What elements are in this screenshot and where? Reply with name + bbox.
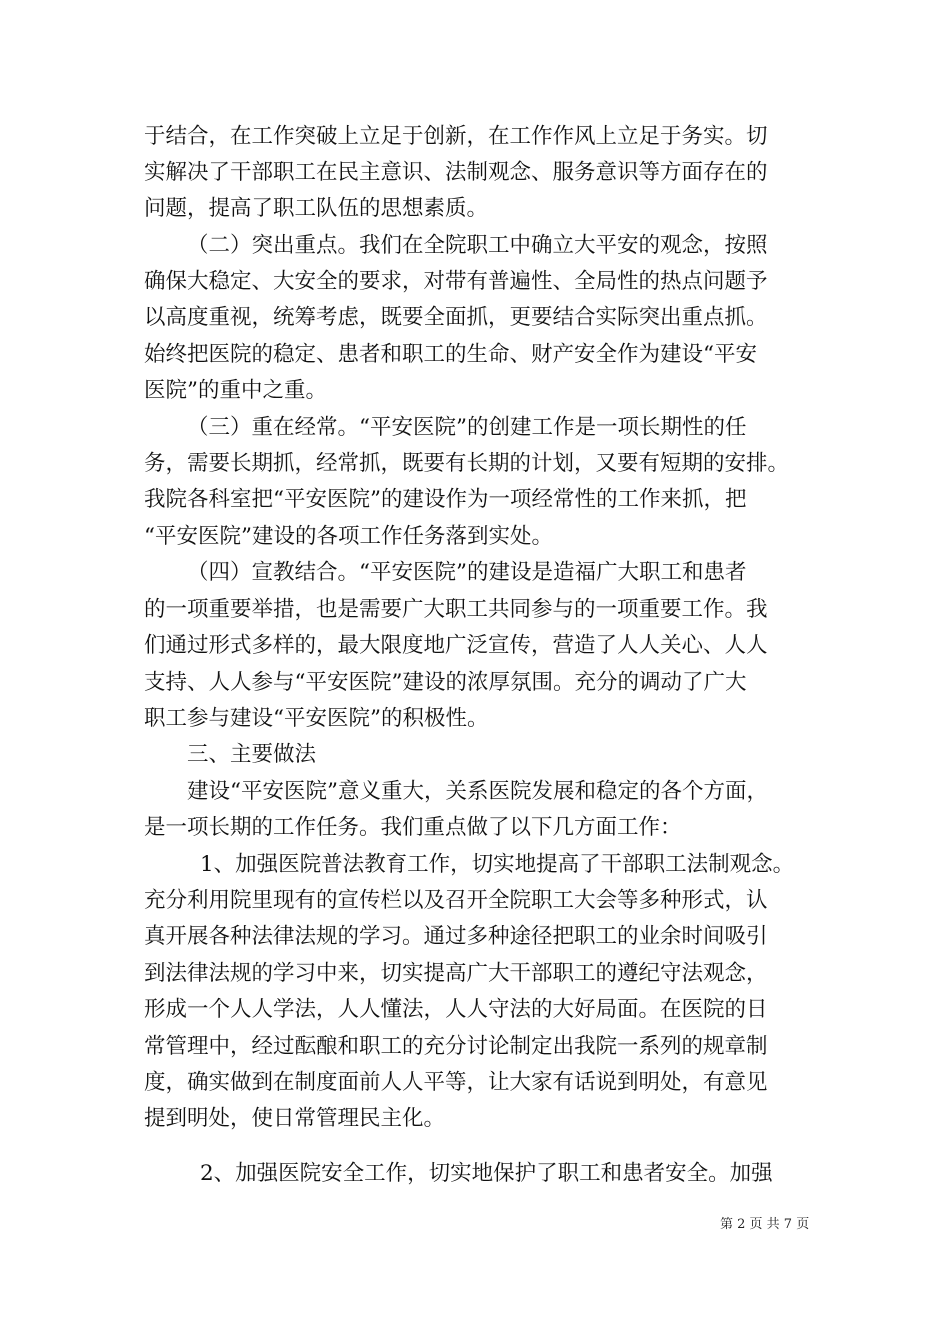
- paragraph-start-line: （三）重在经常。“平安医院”的创建工作是一项长期性的任: [187, 415, 747, 440]
- text-line: 问题，提高了职工队伍的思想素质。: [144, 196, 489, 221]
- text-line: 我院各科室把“平安医院”的建设作为一项经常性的工作来抓，把: [144, 487, 747, 512]
- paragraph-start-line: 1、加强医院普法教育工作，切实地提高了干部职工法制观念。: [200, 852, 795, 877]
- paragraph-start-line: 2、加强医院安全工作，切实地保护了职工和患者安全。加强: [200, 1161, 773, 1186]
- text-line: 确保大稳定、大安全的要求，对带有普遍性、全局性的热点问题予: [144, 269, 768, 294]
- text-line: 常管理中，经过酝酿和职工的充分讨论制定出我院一系列的规章制: [144, 1034, 768, 1059]
- text-line: 的一项重要举措，也是需要广大职工共同参与的一项重要工作。我: [144, 597, 768, 622]
- text-line: 以高度重视，统筹考虑，既要全面抓，更要结合实际突出重点抓。: [144, 305, 768, 330]
- text-line: 职工参与建设“平安医院”的积极性。: [144, 706, 489, 731]
- text-line: 度，确实做到在制度面前人人平等，让大家有话说到明处，有意见: [144, 1070, 768, 1095]
- text-line: 是一项长期的工作任务。我们重点做了以下几方面工作：: [144, 815, 682, 840]
- text-line: 充分利用院里现有的宣传栏以及召开全院职工大会等多种形式，认: [144, 888, 768, 913]
- text-line: 提到明处，使日常管理民主化。: [144, 1106, 446, 1131]
- text-line: 于结合，在工作突破上立足于创新，在工作作风上立足于务实。切: [144, 124, 768, 149]
- text-line: 始终把医院的稳定、患者和职工的生命、财产安全作为建设“平安: [144, 342, 757, 367]
- text-line: 到法律法规的学习中来，切实提高广大干部职工的遵纪守法观念，: [144, 961, 768, 986]
- text-line: 形成一个人人学法，人人懂法，人人守法的大好局面。在医院的日: [144, 997, 768, 1022]
- text-line: 实解决了干部职工在民主意识、法制观念、服务意识等方面存在的: [144, 160, 768, 185]
- paragraph-start-line: （二）突出重点。我们在全院职工中确立大平安的观念，按照: [187, 233, 768, 258]
- paragraph-start-line: 建设“平安医院”意义重大，关系医院发展和稳定的各个方面，: [187, 779, 768, 804]
- text-line: 医院”的重中之重。: [144, 378, 327, 403]
- text-line: 务，需要长期抓，经常抓，既要有长期的计划，又要有短期的安排。: [144, 451, 790, 476]
- page-number-footer: 第 2 页 共 7 页: [720, 1217, 810, 1232]
- section-heading: 三、主要做法: [187, 742, 317, 767]
- text-line: 真开展各种法律法规的学习。通过多种途径把职工的业余时间吸引: [144, 924, 768, 949]
- paragraph-start-line: （四）宣教结合。“平安医院”的建设是造福广大职工和患者: [187, 560, 747, 585]
- text-line: 支持、人人参与“平安医院”建设的浓厚氛围。充分的调动了广大: [144, 670, 747, 695]
- text-line: “平安医院”建设的各项工作任务落到实处。: [144, 524, 553, 549]
- text-line: 们通过形式多样的，最大限度地广泛宣传，营造了人人关心、人人: [144, 633, 768, 658]
